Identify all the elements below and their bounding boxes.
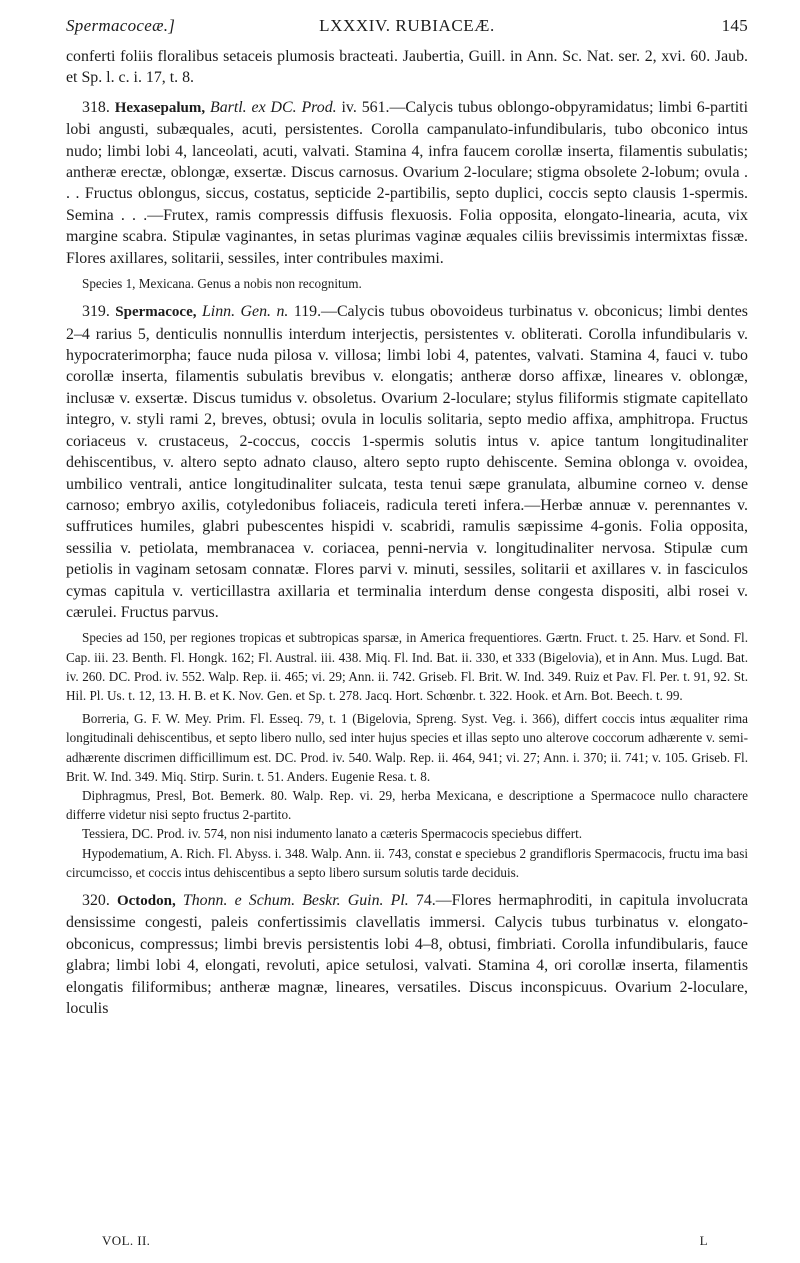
signature-mark: L	[699, 1233, 708, 1248]
genus-authority: Linn. Gen. n.	[201, 303, 289, 321]
genus-description: 119.—Calycis tubus obovoideus turbinatus v. obconicus; limbi dentes 2–4 rarius 5, denticulis nonnullis interdum interjectis, persistentes v. obliterati. Corolla infundibularis v. hypocraterimorpha; fauce nuda pilosa v. villosa; limbi lobi 4, patentes, valvati. Stamina 4, fauci v. tubo corollæ inserta, filamentis subulatis brevibus v. elongatis; antheræ dorso affixæ, lineares v. oblongæ, inclusæ v. exsertæ. Discus tumidus v. obsoletus. Ovarium 2-loculare; stylus filiformis stigmate capitellato integro, v. styli rami 2, breves, obtusi; ovula in loculis solitaria, septo medio affixa, amphitropa. Fructus coriaceus v. crustaceus, 2-coccus, coccis 1-spermis solutis intus v. apice tantum longitudinaliter dehiscentibus, v. altero septo adnato clauso, altero septo rupto dehiscente. Semina oblonga v. ovoidea, umbilico ventrali, antice longitudinaliter sulcata, testa tenui sæpe granulata, albumine corneo v. dense carnoso; embryo axilis, cotyledonibus foliaceis, radicula tereti infera.—Herbæ annuæ v. perennantes v. suffrutices humiles, glabri pubescentes hispidi v. scabridi, ramulis sæpissime 4-gonis. Folia opposita, sessilia v. petiolata, membranacea v. coriacea, penni-nervia v. longitudinaliter nervosa. Stipulæ cum petiolis in vaginam setosam connatæ. Flores parvi v. minuti, sessiles, solitarii et axillares v. in fasciculos cymas capitula v. verticillastra axillaria et terminalia interdum dense congesta dispositi, albi rosei v. cærulei. Fructus parvus.	[66, 303, 748, 621]
genus-number: 319.	[82, 303, 110, 321]
volume-label: VOL. II.	[102, 1233, 151, 1248]
genus-entry-spermacoce	[66, 301, 748, 623]
genus-number: 320.	[82, 892, 110, 909]
genus-authority: Thonn. e Schum. Beskr. Guin. Pl.	[182, 892, 409, 909]
genus-name: Hexasepalum,	[114, 99, 206, 116]
synonym-paragraph: Tessiera, DC. Prod. iv. 574, non nisi indumento lanato a cæteris Spermacocis speciebus differt.	[82, 826, 583, 842]
running-head-family: LXXXIV. RUBIACEÆ.	[319, 16, 495, 35]
genus-name: Spermacoce,	[115, 304, 197, 321]
genus-number: 318.	[82, 98, 110, 116]
page-number: 145	[721, 16, 748, 35]
continuation-text: conferti foliis floralibus setaceis plumosis bracteati. Jaubertia, Guill. in Ann. Sc. Nat. ser. 2, xvi. 60. Jaub. et Sp. l. c. i. 17, t. 8.	[66, 48, 748, 87]
genus-entry-hexasepalum	[66, 97, 748, 269]
synonym-paragraph: Hypodematium, A. Rich. Fl. Abyss. i. 348. Walp. Ann. ii. 743, constat e speciebus 2 grandifloris Spermacocis, fructu ima basi circumcisso, et coccis intus dehiscentibus a septo libero sursum solutis tarde deciduis.	[66, 845, 748, 880]
species-note: Species ad 150, per regiones tropicas et subtropicas sparsæ, in America frequentiores. Gærtn. Fruct. t. 25. Harv. et Sond. Fl. Cap. iii. 23. Benth. Fl. Hongk. 162; Fl. Austral. iii. 438. Miq. Fl. Ind. Bat. ii. 330, et 333 (Bigelovia), et in Ann. Mus. Lugd. Bat. iv. 260. DC. Prod. iv. 552. Walp. Rep. ii. 465; vi. 29; Ann. ii. 742. Griseb. Fl. Brit. W. Ind. 349. Ruiz et Pav. Fl. Per. t. 91, 92. St. Hil. Pl. Us. t. 12, 13. H. B. et K. Nov. Gen. et Sp. t. 278. Jacq. Hort. Schœnbr. t. 322. Hook. et Arn. Bot. Beech. t. 99.	[66, 630, 748, 703]
running-head-tribe: Spermacoceæ.]	[66, 16, 176, 35]
genus-description: 74.—Flores hermaphroditi, in capitula involucrata densissime congesti, paleis confertissimis clavellatis immersi. Calycis tubus turbinatus v. elongato-obconicus, compressus; limbi brevis persistentis lobi 4–8, obtusi, fimbriati. Corolla infundibularis, fauce glabra; limbi lobi 4, elongati, revoluti, apice setulosi, valvati. Stamina 4, ori corollæ inserta, filamentis elongatis filiformibus; antheræ magnæ, lineares, versatiles. Discus inconspicuus. Ovarium 2-loculare, loculis	[66, 892, 748, 1018]
genus-name: Octodon,	[116, 893, 176, 909]
genus-authority: Bartl. ex DC. Prod.	[210, 98, 337, 116]
synonym-paragraph: Borreria, G. F. W. Mey. Prim. Fl. Esseq. 79, t. 1 (Bigelovia, Spreng. Syst. Veg. i. 366), differt coccis intus æqualiter rima longitudinali dehiscentibus, et septo libero nullo, sed inter hujus species et illas septo uno alterove coccorum adhærente v. semi-adhærente discrimen difficillimum est. DC. Prod. iv. 540. Walp. Rep. ii. 464, 941; vi. 27; Ann. i. 370; ii. 741; v. 105. Griseb. Fl. Brit. W. Ind. 349. Miq. Stirp. Surin. t. 51. Anders. Eugenie Resa. t. 8.	[66, 711, 748, 784]
genus-entry-octodon	[66, 890, 748, 1019]
species-note: Species 1, Mexicana. Genus a nobis non recognitum.	[82, 276, 362, 292]
synonym-paragraph: Diphragmus, Presl, Bot. Bemerk. 80. Walp. Rep. vi. 29, herba Mexicana, e descriptione a Spermacoce nullo charactere differre videtur nisi septo fructus 2-partito.	[66, 787, 748, 823]
running-head	[66, 16, 748, 46]
genus-description: iv. 561.—Calycis tubus oblongo-obpyramidatus; limbi 6-partiti lobi angusti, subæquales, acuti, persistentes. Corolla campanulato-infundibularis, tubo obconico intus nudo; limbi lobi 4, lanceolati, acuti, valvati. Stamina 4, infra faucem corollæ inserta, filamentis subulatis; antheræ erectæ, oblongæ, exsertæ. Discus carnosus. Ovarium 2-loculare; stigma obsolete 2-lobum; ovula . . . Fructus oblongus, siccus, costatus, septicide 2-partibilis, septo duplici, coccis septo clausis 1-spermis. Semina . . .—Frutex, ramis compressis diffusis flexuosis. Folia opposita, elongato-linearia, acuta, vix margine scabra. Stipulæ vaginantes, in setas plurimas vaginæ æquales ciliis brevissimis intermixtas fissæ. Flores axillares, solitarii, sessiles, inter contribules maximi.	[66, 98, 748, 267]
